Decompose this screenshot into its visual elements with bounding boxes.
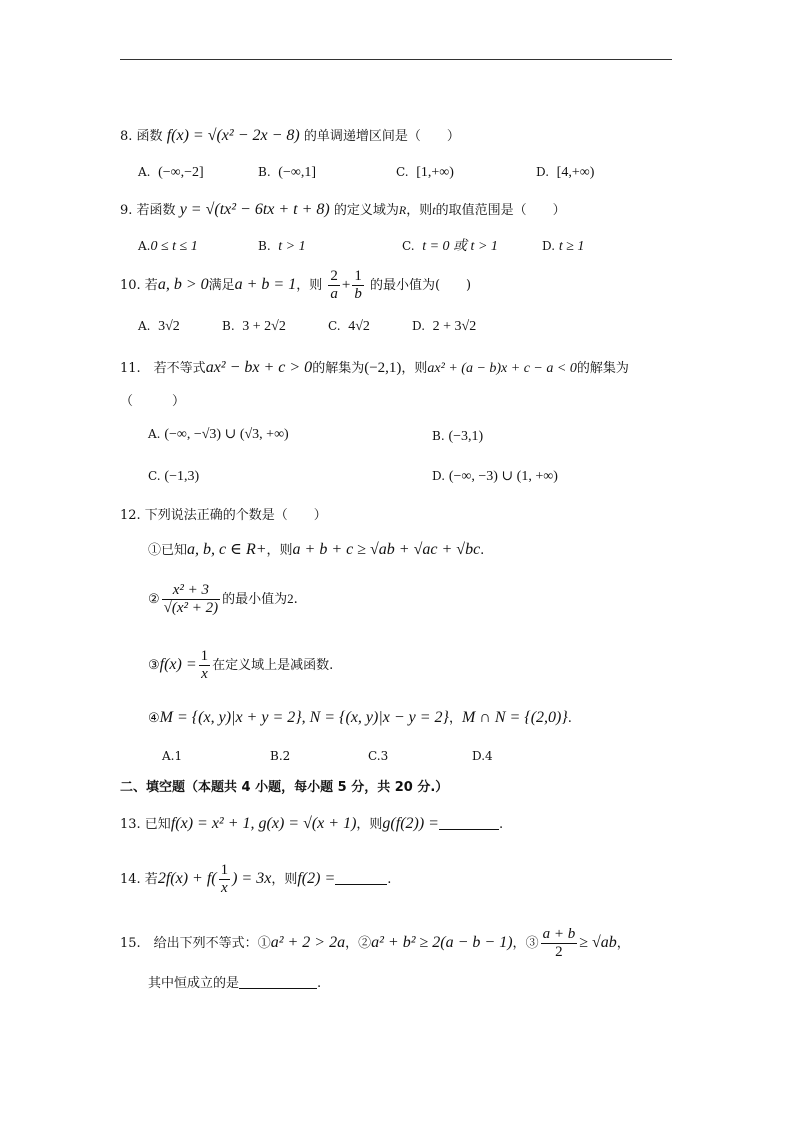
q10-option-a[interactable]: A. 3√2 xyxy=(138,319,180,334)
question-14: 14. 若2f(x) + f( $\frac{1}{x}$ ) = 3x，则f(2) = . xyxy=(120,862,392,896)
q9-label: 9. 若函数 xyxy=(120,203,176,218)
q10-fraction-2: $\frac{1}{b}$ xyxy=(354,268,362,302)
q12-s2-fraction: $\frac{\text{x² + 3}}{\text{√(x² + 2)}}$ xyxy=(163,582,219,616)
q9-option-b[interactable]: B. t > 1 xyxy=(258,239,306,254)
q12-option-d[interactable]: D.4 xyxy=(472,749,493,763)
q12-option-a[interactable]: A.1 xyxy=(162,749,183,763)
q8-option-d[interactable]: D. [4,+∞) xyxy=(536,165,595,180)
q15-fraction: $\frac{a + b}{2}$ xyxy=(542,926,576,960)
q10-label: 10. 若 xyxy=(120,278,158,293)
q10-option-b[interactable]: B. 3 + 2√2 xyxy=(222,319,286,334)
question-9: 9. 若函数 y = √(tx² − 6tx + t + 8) 的定义域为R，则t的取值范围是（ ） xyxy=(120,201,566,218)
question-8 xyxy=(120,126,460,147)
q9-option-d[interactable]: D. t ≥ 1 xyxy=(542,239,585,254)
q12-statement-4: ④M = {(x, y)|x + y = 2}, N = {(x, y)|x − y = 2}，M ∩ N = {(2,0)}. xyxy=(148,709,572,726)
q12-option-c[interactable]: C.3 xyxy=(368,749,389,763)
question-12: 12. 下列说法正确的个数是（ ） xyxy=(120,508,327,523)
q14-fraction: $\frac{1}{x}$ xyxy=(220,862,229,896)
q8-option-b[interactable]: B. (−∞,1] xyxy=(258,165,316,180)
q8-option-a[interactable]: A. (−∞,−2] xyxy=(138,165,204,180)
q11-answer-paren: （ ） xyxy=(120,394,186,409)
q10-option-c[interactable]: C. 4√2 xyxy=(328,319,370,334)
q9-expression: y = √(tx² − 6tx + t + 8) xyxy=(179,201,330,218)
q10-option-d[interactable]: D. 2 + 3√2 xyxy=(412,319,477,334)
q11-option-a[interactable]: A. (−∞, −√3) ∪ (√3, +∞) xyxy=(148,427,289,442)
question-11: 11. 若不等式ax² − bx + c > 0的解集为(−2,1)，则ax² + (a − b)x + c − a < 0的解集为 xyxy=(120,359,629,376)
q12-statement-3: ③f(x) = $\frac{1}{x}$ 在定义域上是减函数. xyxy=(148,648,334,682)
q11-option-d[interactable]: D. (−∞, −3) ∪ (1, +∞) xyxy=(432,469,558,484)
q10-fraction-1: $\frac{2}{a}$ xyxy=(330,268,338,302)
section-2-heading: 二、填空题（本题共 4 小题，每小题 5 分，共 20 分.） xyxy=(120,780,449,795)
q12-statement-1: ①已知a, b, c ∈ R+，则a + b + c ≥ √ab + √ac + √bc. xyxy=(148,541,485,558)
q11-option-c[interactable]: C. (−1,3) xyxy=(148,469,200,484)
q15-answer-blank[interactable] xyxy=(239,976,317,989)
q12-s3-fraction: $\frac{1}{x}$ xyxy=(200,648,209,682)
q14-answer-blank[interactable] xyxy=(335,872,387,885)
q15-line-2: 其中恒成立的是 . xyxy=(148,976,322,991)
question-10: 10. 若a, b > 0满足a + b = 1，则 $\frac{2}{a}$ + $\frac{1}{b}$ 的最小值为( ) xyxy=(120,268,472,302)
q11-option-b[interactable]: B. (−3,1) xyxy=(432,429,484,444)
q11-label: 11. 若不等式 xyxy=(120,361,206,376)
q12-statement-2: ② $\frac{\text{x² + 3}}{\text{√(x² + 2)}}$ 的最小值为2. xyxy=(148,582,298,616)
q9-option-a[interactable]: A.0 ≤ t ≤ 1 xyxy=(138,239,198,254)
header-rule xyxy=(120,59,672,60)
q8-label: 8. 函数 xyxy=(120,129,163,144)
question-15: 15. 给出下列不等式：①a² + 2 > 2a，②a² + b² ≥ 2(a − b − 1)，③ $\frac{a + b}{2}$ ≥ √ab， xyxy=(120,926,630,960)
q12-option-b[interactable]: B.2 xyxy=(270,749,291,763)
q9-option-c[interactable]: C. t = 0 或 t > 1 xyxy=(402,239,498,254)
question-13: 13. 已知f(x) = x² + 1, g(x) = √(x + 1)，则g(f(2)) = . xyxy=(120,815,504,832)
q8-expression: f(x) = √(x² − 2x − 8) xyxy=(166,127,300,144)
q13-answer-blank[interactable] xyxy=(439,817,499,830)
q8-suffix: 的单调递增区间是（ ） xyxy=(303,129,460,144)
q8-option-c[interactable]: C. [1,+∞) xyxy=(396,165,454,180)
